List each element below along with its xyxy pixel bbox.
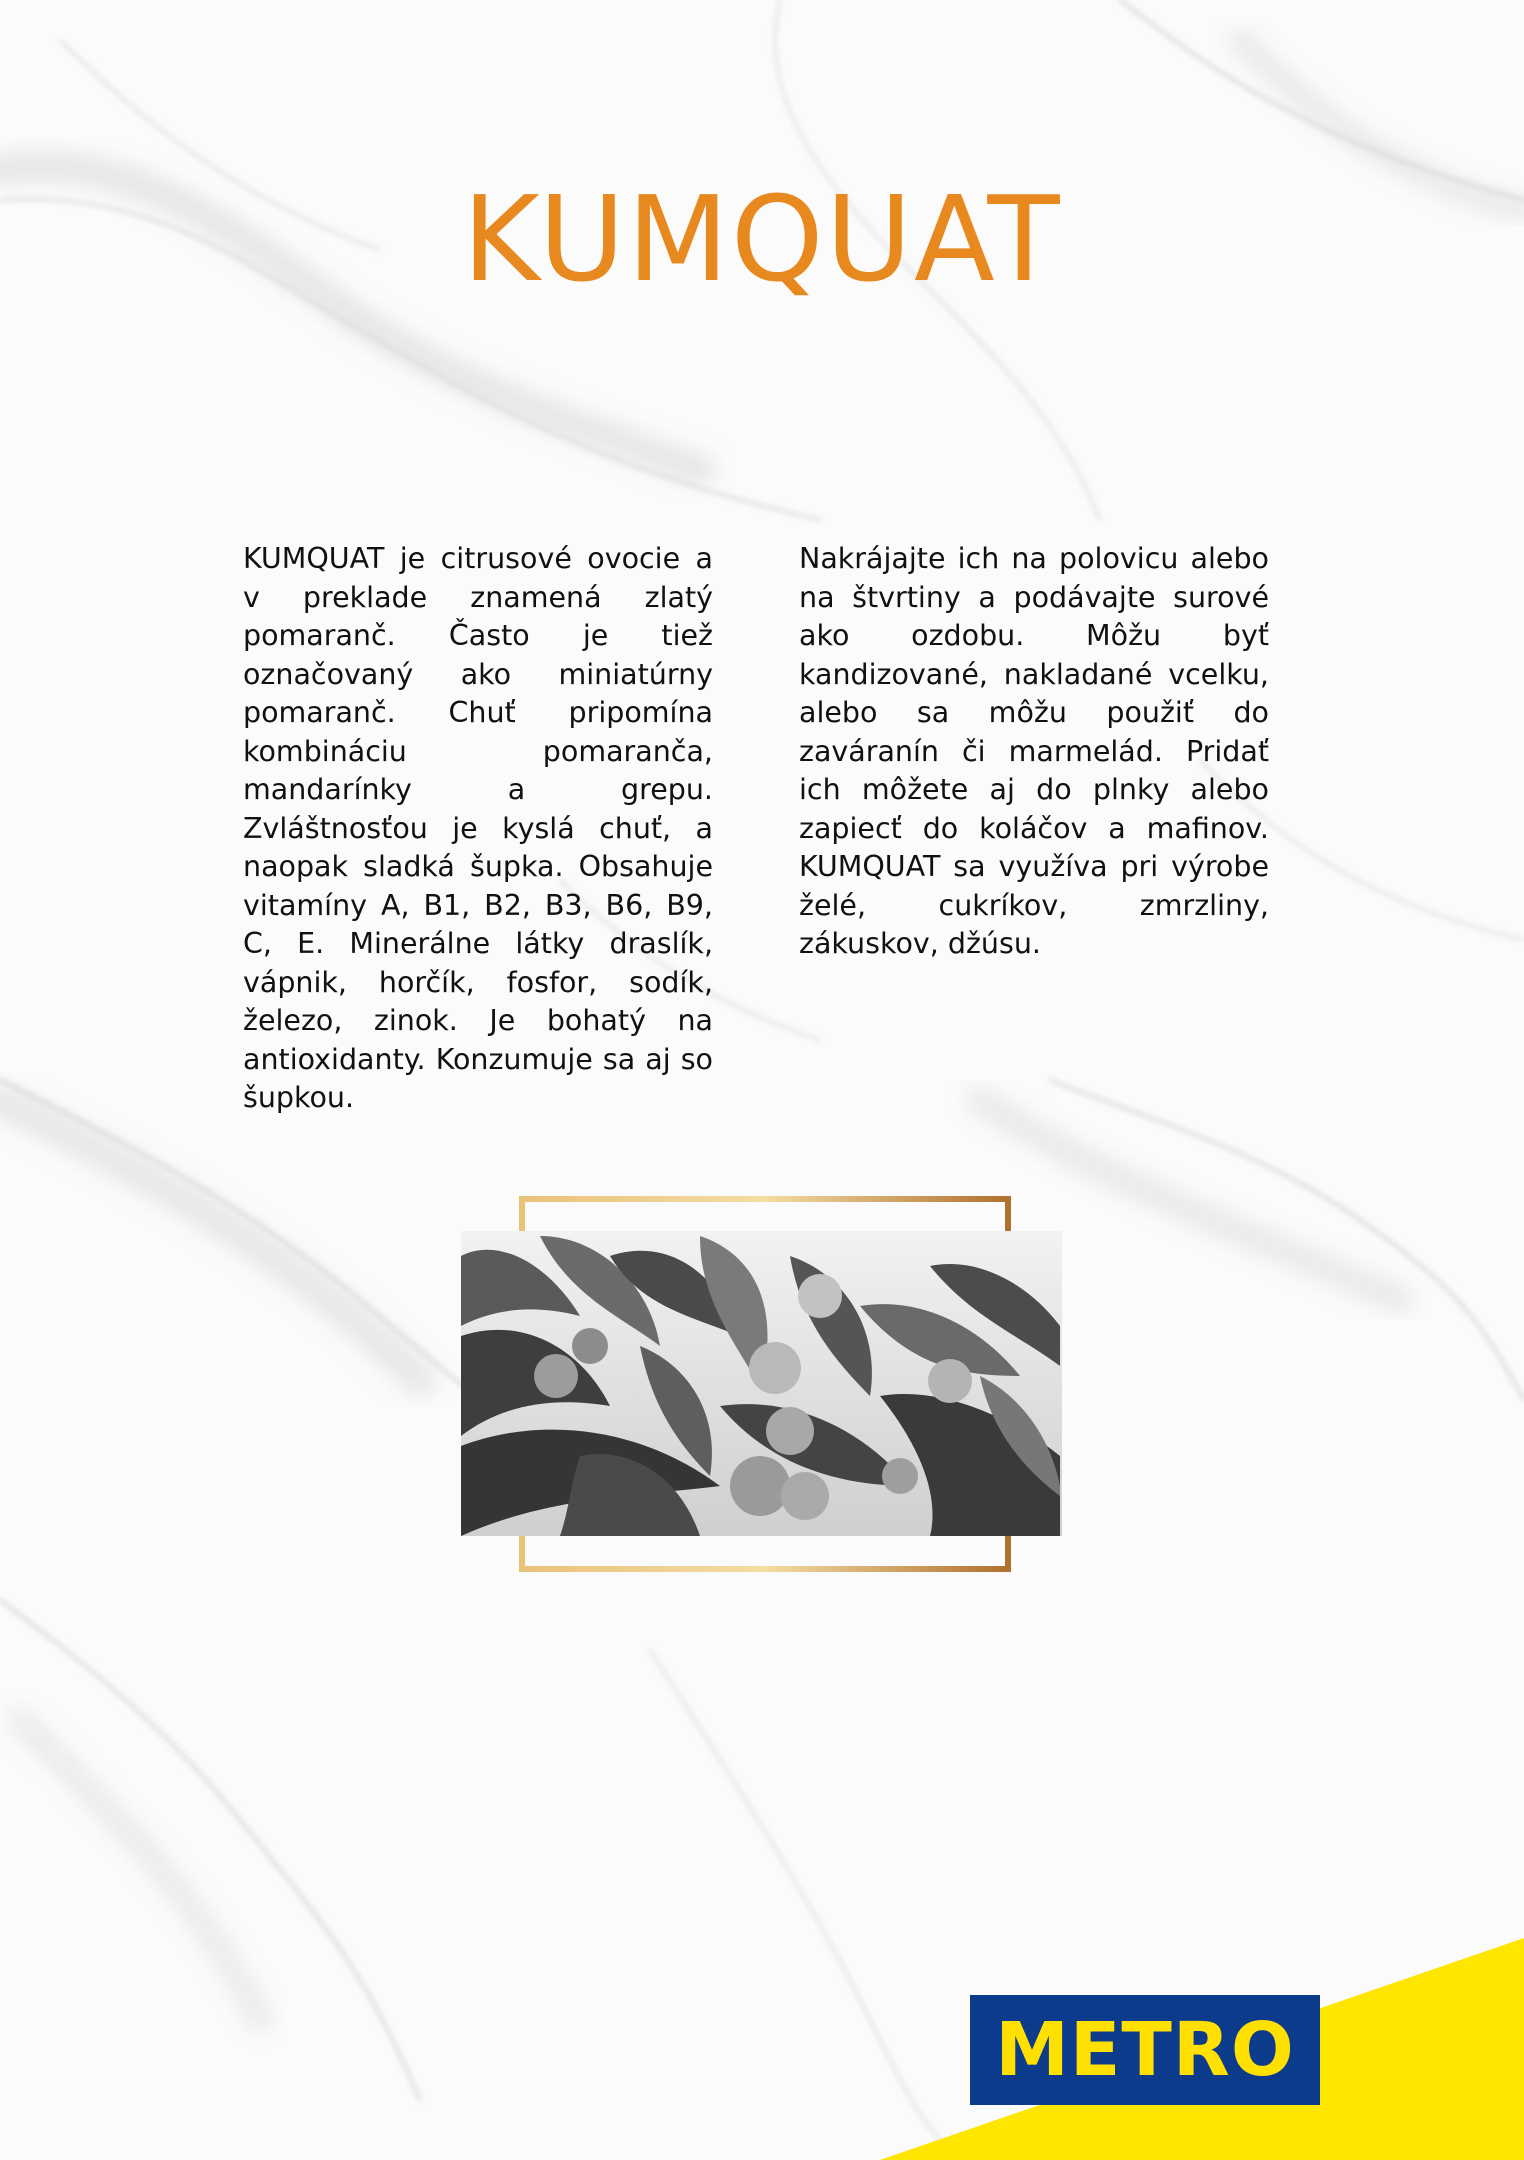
metro-logo xyxy=(970,1995,1320,2105)
metro-logo-text: METRO xyxy=(995,2007,1295,2093)
page-title: KUMQUAT xyxy=(462,170,1062,308)
description-right-column: Nakrájajte ich na polovicu alebo na štvrtiny a podávajte surové ako ozdobu. Môžu byť kandizované, nakladané vcelku, alebo sa môžu použiť do zaváranín či marmelád. Pridať ich môžete aj do plnky alebo zapiecť do koláčov a mafinov. KUMQUAT sa využíva pri výrobe želé, cukríkov, zmrzliny, zákuskov, džúsu. xyxy=(799,542,1269,960)
description-left-column: KUMQUAT je citrusové ovocie a v preklade znamená zlatý pomaranč. Často je tiež označovaný ako miniatúrny pomaranč. Chuť pripomína kombináciu pomaranča, mandarínky a grepu. Zvláštnosťou je kyslá chuť, a naopak sladká šupka. Obsahuje vitamíny A, B1, B2, B3, B6, B9, C, E. Minerálne látky draslík, vápnik, horčík, fosfor, sodík, železo, zinok. Je bohatý na antioxidanty. Konzumuje sa aj so šupkou. xyxy=(243,542,713,1114)
